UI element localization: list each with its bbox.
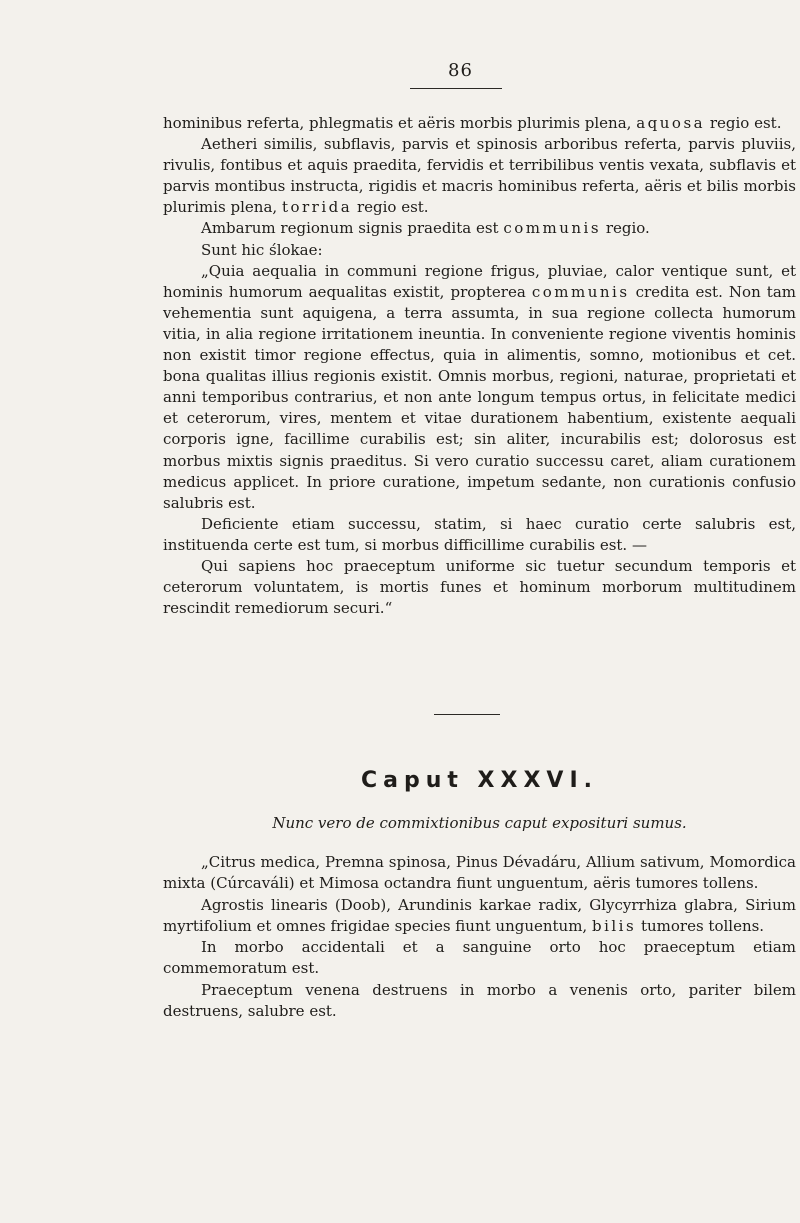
text-segment: regio. — [601, 219, 650, 238]
paragraph — [163, 556, 796, 619]
spaced-emphasis: torrida — [281, 198, 353, 217]
text-segment: „Quia aequalia in communi regione frigus, pluviae, calor ventique sunt, et hominis humorum aequalitas existit, propterea — [163, 261, 796, 301]
section-divider-rule — [434, 714, 500, 715]
text-segment: Qui sapiens hoc praeceptum uniforme sic tuetur secundum temporis et ceterorum voluntatem, is mortis funes et hominum morborum multitudinem rescindit remediorum securi.“ — [163, 556, 796, 618]
spaced-emphasis: aquosa — [636, 114, 706, 132]
paragraph — [163, 134, 796, 218]
text-segment: Aetheri similis, subflavis, parvis et spinosis arboribus referta, parvis pluviis, rivulis, fontibus et aquis praedita, fervidis et terribilibus ventis vexata, subflavis et parvis montibus instructa, rigidis et macris hominibus referta, aëris et bilis morbis plurimis plena, — [163, 135, 796, 217]
text-segment: regio est. — [352, 198, 429, 217]
page-number-rule — [410, 88, 502, 89]
page-number: 86 — [448, 60, 473, 81]
paragraph — [163, 852, 796, 895]
paragraph — [163, 218, 796, 239]
chapter-subheading: Nunc vero de commixtionibus caput exposituri sumus. — [272, 814, 687, 832]
paragraph — [163, 240, 796, 261]
text-segment: Sunt hic ślokae: — [201, 240, 323, 259]
text-segment: In morbo accidentali et a sanguine orto hoc praeceptum etiam commemoratum est. — [163, 938, 796, 978]
paragraph — [163, 514, 796, 556]
spaced-emphasis: communis — [503, 219, 602, 238]
paragraph — [163, 980, 796, 1023]
chapter-heading: Caput XXXVI. — [360, 768, 599, 793]
text-segment: Praeceptum venena destruens in morbo a venenis orto, pariter bilem destruens, salubre est. — [163, 980, 796, 1021]
paragraph — [163, 113, 796, 134]
text-segment: tumores tollens. — [636, 916, 765, 935]
body-text-bottom — [163, 852, 796, 1022]
text-segment: „Citrus medica, Premna spinosa, Pinus Dévadáru, Allium sativum, Momordica mixta (Cúrcaváli) et Mimosa octandra fiunt unguentum, aëris tumores tollens. — [163, 853, 796, 893]
text-segment: Ambarum regionum signis praedita est — [201, 219, 504, 238]
paragraph — [163, 261, 796, 514]
text-segment: hominibus referta, phlegmatis et aëris morbis plurimis plena, — [163, 114, 637, 132]
text-segment: Agrostis linearis (Doob), Arundinis karkae radix, Glycyrrhiza glabra, Sirium myrtifolium et omnes frigidae species fiunt unguentum, — [163, 895, 796, 935]
text-segment: Deficiente etiam successu, statim, si haec curatio certe salubris est, instituenda certe est tum, si morbus difficillime curabilis est. — — [163, 514, 796, 554]
body-text-top — [163, 113, 796, 619]
paragraph — [163, 937, 796, 980]
spaced-emphasis: bilis — [591, 916, 637, 935]
paragraph — [163, 895, 796, 938]
text-segment: credita est. Non tam vehementia sunt aquigena, a terra assumta, in sua regione collecta humorum vitia, in alia regione irritationem ineuntia. In conveniente regione viventis hominis non existit timor regione effectus, quia in alimentis, somno, motionibus et cet. bona qualitas illius regionis existit. Omnis morbus, regioni, naturae, proprietati et anni temporibus contrarius, et non ante longum tempus ortus, in felicitate medici et ceterorum, vires, mentem et vitae durationem habentium, existente aequali corporis igne, facillime curabilis est; sin aliter, incurabilis est; dolorosus est morbus mixtis signis praeditus. Si vero curatio successu caret, aliam curationem medicus applicet. In priore curatione, impetum sedante, non curationis confusio salubris est. — [163, 282, 796, 512]
text-segment: regio est. — [705, 114, 782, 132]
spaced-emphasis: communis — [531, 282, 630, 301]
